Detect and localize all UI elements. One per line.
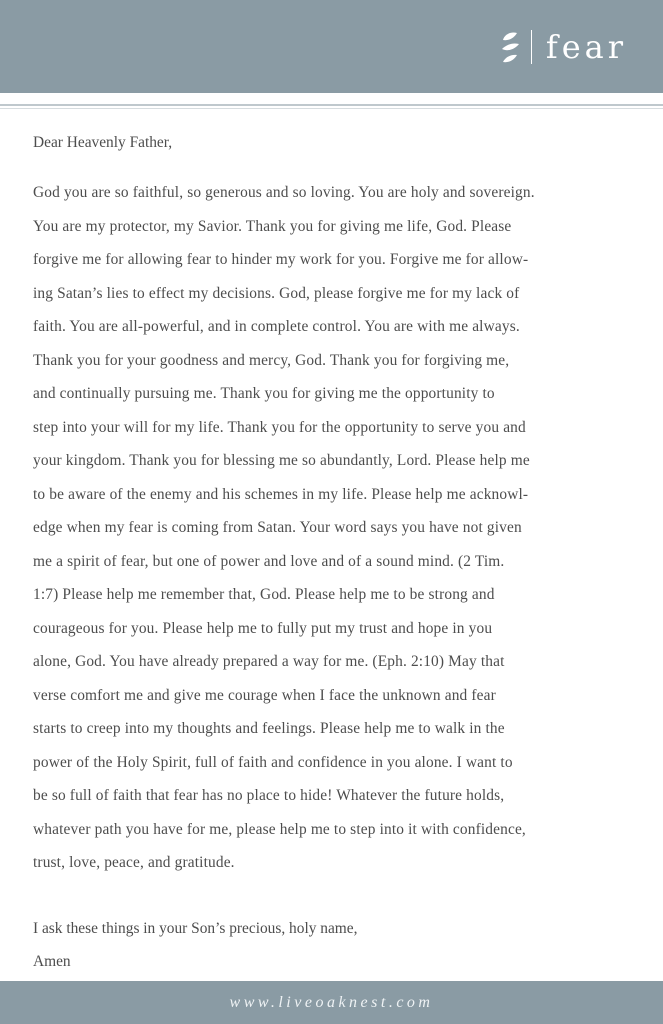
- closing-line: I ask these things in your Son’s precious, holy name,: [33, 920, 358, 937]
- website-link[interactable]: www.liveoaknest.com: [229, 993, 434, 1011]
- prayer-line: edge when my fear is coming from Satan. Your word says you have not given: [33, 519, 522, 536]
- prayer-line: to be aware of the enemy and his schemes in my life. Please help me acknowl-: [33, 485, 529, 503]
- brand-divider: [531, 30, 532, 64]
- prayer-line: trust, love, peace, and gratitude.: [33, 854, 235, 871]
- prayer-line: God you are so faithful, so generous and so loving. You are holy and sovereign.: [33, 184, 535, 201]
- prayer-line: verse comfort me and give me courage when I face the unknown and fear: [33, 686, 496, 704]
- prayer-line: 1:7) Please help me remember that, God. Please help me to be strong and: [33, 586, 495, 603]
- page-title: fear: [545, 28, 627, 66]
- salutation: Dear Heavenly Father,: [33, 134, 173, 151]
- prayer-paragraph: [33, 176, 633, 880]
- prayer-line: Thank you for your goodness and mercy, God. Thank you for forgiving me,: [33, 351, 510, 369]
- prayer-line: me a spirit of fear, but one of power and love and of a sound mind. (2 Tim.: [33, 552, 505, 570]
- prayer-line: ing Satan’s lies to effect my decisions. God, please forgive me for my lack of: [33, 284, 520, 302]
- footer-banner: [0, 981, 663, 1024]
- prayer-line: and continually pursuing me. Thank you for giving me the opportunity to: [33, 385, 495, 402]
- leaf-sprig-icon: [499, 27, 523, 67]
- prayer-line: faith. You are all-powerful, and in complete control. You are with me always.: [33, 318, 520, 335]
- brand: [499, 24, 627, 70]
- prayer-line: You are my protector, my Savior. Thank you for giving me life, God. Please: [33, 217, 512, 235]
- header-rule-thick: [0, 104, 663, 106]
- prayer-line: step into your will for my life. Thank you for the opportunity to serve you and: [33, 418, 526, 436]
- prayer-line: courageous for you. Please help me to fully put my trust and hope in you: [33, 619, 493, 637]
- prayer-line: power of the Holy Spirit, full of faith and confidence in you alone. I want to: [33, 753, 513, 771]
- header-banner: [0, 0, 663, 93]
- prayer-line: starts to creep into my thoughts and feelings. Please help me to walk in the: [33, 720, 505, 737]
- prayer-line: your kingdom. Thank you for blessing me so abundantly, Lord. Please help me: [33, 452, 530, 469]
- prayer-line: whatever path you have for me, please help me to step into it with confidence,: [33, 820, 526, 838]
- letter-closing: [33, 912, 357, 978]
- letter-body: [33, 128, 633, 880]
- header-rule-thin: [0, 108, 663, 109]
- signoff: Amen: [33, 953, 71, 970]
- prayer-line: forgive me for allowing fear to hinder my work for you. Forgive me for allow-: [33, 251, 529, 268]
- prayer-line: alone, God. You have already prepared a way for me. (Eph. 2:10) May that: [33, 653, 505, 670]
- prayer-line: be so full of faith that fear has no place to hide! Whatever the future holds,: [33, 787, 505, 804]
